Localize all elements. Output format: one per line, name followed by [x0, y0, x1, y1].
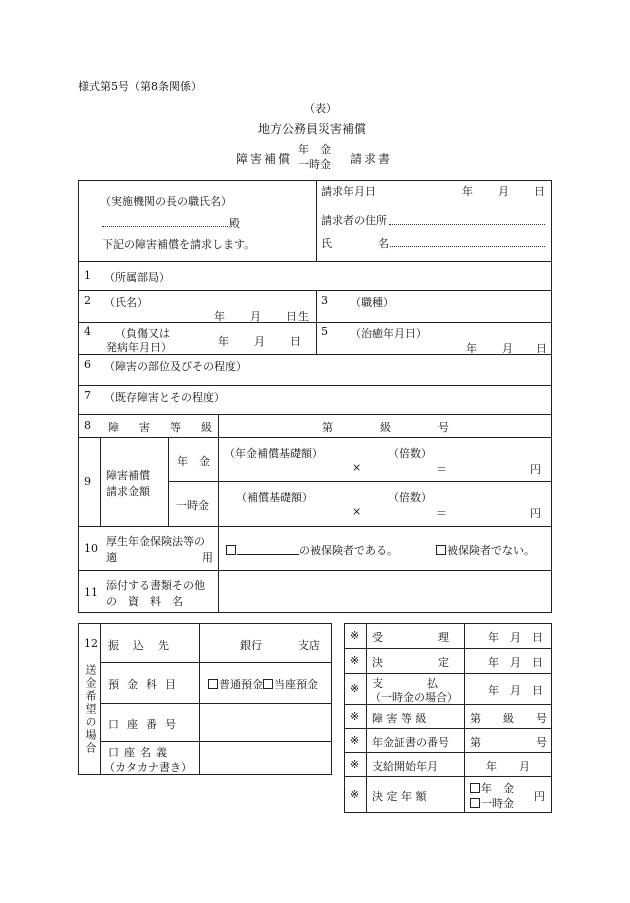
- holder-sub: （カタカナ書き）: [104, 761, 192, 774]
- row4-label-1: （負傷又は: [115, 327, 170, 340]
- checkbox-icon[interactable]: [263, 679, 273, 689]
- row10-label-1: 厚生年金保険法等の: [106, 535, 205, 548]
- account-opt-current: 当座預金: [274, 678, 318, 691]
- row8-grade-3: 号: [438, 421, 449, 434]
- row9-lump-base: （補償基礎額）: [236, 491, 313, 504]
- row2-day-unit: 日: [286, 310, 297, 323]
- row9-pension-multiplier: （倍数）: [388, 447, 432, 460]
- row6-label: （障害の部位及びその程度）: [104, 360, 247, 373]
- row11-label-2: の 資 料 名: [106, 595, 183, 608]
- row9-pension-label: 年 金: [177, 455, 210, 468]
- row10-option-insured-label: の被保険者である。: [299, 544, 398, 557]
- row11-number: 11: [84, 586, 98, 599]
- checkbox-icon[interactable]: [208, 679, 218, 689]
- office-mark: ※: [350, 758, 360, 771]
- office-row-decision-label: 決 定: [372, 656, 449, 669]
- row1-number: 1: [84, 269, 91, 282]
- row9-lump-equals: ＝: [436, 507, 447, 520]
- agency-head-dotline: [102, 226, 228, 227]
- title-option-pension: 年 金: [298, 143, 331, 156]
- request-sentence: 下記の障害補償を請求します。: [102, 238, 256, 251]
- row9-pension-yen: 円: [530, 463, 541, 476]
- row5-year-unit: 年: [466, 342, 477, 355]
- row2-birth-suffix: 生: [298, 310, 309, 323]
- row6-number: 6: [84, 358, 91, 371]
- request-date-label: 請求年月日: [321, 185, 376, 198]
- office-row-certificate-label: 年金証書の番号: [372, 736, 449, 749]
- row9-pension-equals: ＝: [436, 463, 447, 476]
- office-mark: ※: [350, 682, 360, 695]
- office-row-receipt-value: 年 月 日: [488, 631, 543, 644]
- remittance-side-label: 送金希望の場合: [84, 664, 97, 755]
- row5-month-unit: 月: [502, 342, 513, 355]
- row8-label: 障害等級: [108, 421, 232, 434]
- row9-label-2: 請求金額: [106, 485, 150, 498]
- row5-number: 5: [321, 325, 328, 338]
- office-row-certificate-value: 第 号: [470, 736, 547, 749]
- side-label: （表）: [304, 102, 337, 115]
- account-type-label: 預金科目: [108, 678, 184, 691]
- row9-label-1: 障害補償: [106, 469, 150, 482]
- office-amount-option-pension[interactable]: [470, 780, 514, 796]
- bank-label: 振込先: [108, 639, 183, 652]
- row2-label: （氏名）: [104, 296, 148, 309]
- date-year-unit: 年: [462, 185, 473, 198]
- row10-option-insured[interactable]: [226, 542, 398, 558]
- row10-option-not-insured[interactable]: [436, 542, 535, 558]
- office-mark: ※: [350, 734, 360, 747]
- office-amount-yen: 円: [534, 790, 545, 803]
- name-label-2: 名: [378, 237, 389, 250]
- dono-label: 殿: [229, 217, 240, 230]
- row9-lump-label: 一時金: [176, 499, 209, 512]
- row7-label: （既存障害とその程度）: [104, 391, 225, 404]
- row9-lump-multiplier: （倍数）: [388, 491, 432, 504]
- checkbox-icon[interactable]: [436, 545, 446, 555]
- office-row-payment-value: 年 月 日: [488, 684, 543, 697]
- row4-label-2: 発病年月日）: [106, 341, 172, 354]
- row4-day-unit: 日: [290, 335, 301, 348]
- row9-lump-yen: 円: [530, 507, 541, 520]
- office-mark: ※: [350, 710, 360, 723]
- row4-month-unit: 月: [254, 335, 265, 348]
- row3-number: 3: [321, 294, 328, 307]
- row10-option-not-insured-label: 被保険者でない。: [447, 544, 535, 557]
- row9-lump-times: ×: [352, 505, 362, 518]
- office-mark: ※: [350, 629, 360, 642]
- row2-month-unit: 月: [250, 310, 261, 323]
- office-amount-lump-label: 一時金: [481, 797, 514, 810]
- row8-grade-1: 第: [322, 421, 333, 434]
- remittance-number: 12: [84, 637, 98, 650]
- office-row-decision-value: 年 月 日: [488, 656, 543, 669]
- checkbox-icon[interactable]: [226, 545, 236, 555]
- title-suffix: 請求書: [350, 152, 393, 166]
- row2-number: 2: [84, 294, 91, 307]
- checkbox-icon[interactable]: [470, 798, 480, 808]
- row1-label: （所属部局）: [104, 271, 170, 284]
- row8-grade-2: 級: [380, 421, 391, 434]
- row10-label-3: 用: [202, 551, 213, 564]
- row4-year-unit: 年: [218, 335, 229, 348]
- office-amount-pension-label: 年 金: [481, 782, 514, 795]
- row10-label-2: 適: [106, 551, 117, 564]
- name-dotline: [390, 246, 545, 247]
- row4-number: 4: [84, 325, 91, 338]
- row9-pension-base: （年金補償基礎額）: [224, 447, 323, 460]
- row11-label-1: 添付する書類その他: [106, 579, 205, 592]
- office-amount-option-lump[interactable]: [470, 795, 514, 811]
- office-row-payment-sub: （一時金の場合）: [370, 691, 458, 704]
- title-main: 地方公務員災害補償: [258, 122, 367, 136]
- office-row-amount-label: 決 定 年 額: [372, 790, 427, 803]
- office-row-grade-value: 第 級 号: [470, 712, 547, 725]
- address-label: 請求者の住所: [321, 214, 387, 227]
- row3-label: （職種）: [350, 296, 394, 309]
- office-row-receipt-label: 受 理: [372, 631, 449, 644]
- row7-number: 7: [84, 389, 91, 402]
- row9-pension-times: ×: [352, 461, 362, 474]
- office-row-start-value: 年 月: [486, 760, 530, 773]
- date-month-unit: 月: [498, 185, 509, 198]
- account-number-label: 口座番号: [108, 718, 184, 731]
- date-day-unit: 日: [534, 185, 545, 198]
- office-mark: ※: [350, 788, 360, 801]
- row9-number: 9: [84, 475, 91, 488]
- bank-value-1: 銀行: [240, 639, 262, 652]
- row5-day-unit: 日: [536, 342, 547, 355]
- account-type-options[interactable]: [208, 676, 318, 692]
- row10-number: 10: [84, 542, 98, 555]
- name-label-1: 氏: [321, 237, 332, 250]
- office-mark: ※: [350, 654, 360, 667]
- checkbox-icon[interactable]: [470, 783, 480, 793]
- office-row-grade-label: 障 害 等 級: [372, 712, 427, 725]
- account-opt-ordinary: 普通預金: [219, 678, 263, 691]
- agency-head-label: （実施機関の長の職氏名）: [100, 195, 232, 208]
- holder-label: 口座名義: [108, 746, 172, 759]
- row5-label: （治癒年月日）: [350, 327, 427, 340]
- form-number: 様式第5号（第8条関係）: [78, 80, 202, 93]
- office-row-start-label: 支給開始年月: [372, 760, 438, 773]
- office-row-payment-label: 支 払: [372, 677, 438, 690]
- row2-year-unit: 年: [214, 310, 225, 323]
- row8-number: 8: [84, 419, 91, 432]
- title-prefix: 障害補償: [236, 152, 293, 166]
- insurance-name-blank[interactable]: [237, 544, 299, 555]
- address-dotline: [389, 224, 545, 225]
- title-option-lump: 一時金: [298, 158, 331, 171]
- bank-value-2: 支店: [298, 639, 320, 652]
